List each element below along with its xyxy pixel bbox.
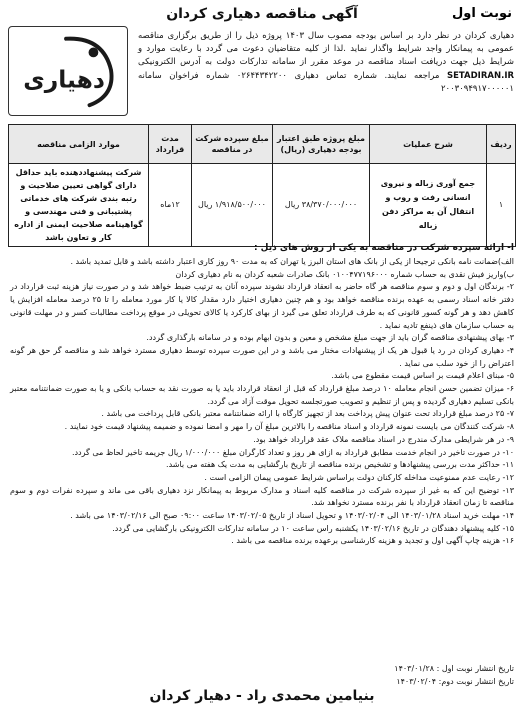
cell-ops: جمع آوری زباله و نیروی انسانی رفت و روب و انتقال آن به مراکز دفن زباله [370,164,487,247]
intro-text: دهیاری کردان در نظر دارد بر اساس بودجه مصوب سال ۱۴۰۳ پروژه ذیل را از طریق برگزاری مناقصه عمومی به پیمانکار واجد شرایط واگذار نماید .لذا از کلیه متقاضیان دعوت می گردد با رعایت موارد و شرایط ذیل جهت دریافت اسناد مناقصه در موعد مقرر از سامانه تدارکات دولت به آدرس الکترونیکی [138,31,514,68]
col-header-deposit: مبلغ سپرده شرکت در مناقصه [192,125,273,164]
notice-header [8,6,516,24]
intro-paragraph [138,30,514,96]
condition-item: ۱۵- کلیه پیشنهاد دهندگان در تاریخ ۱۴۰۳/۰۲/۱۶ یکشنبه راس ساعت ۱۰ در سامانه تدارکات الکترونیکی بارگشایی می گردد. [112,523,514,533]
condition-item: ۱۴- مهلت خرید اسناد ۱۴۰۳/۰۱/۲۸ الی ۱۴۰۳/۰۲/۰۴ و تحویل اسناد از تاریخ ۱۴۰۳/۰۲/۰۵ ساعت ۰۹:۰۰ صبح الی ۱۴۰۳/۰۲/۱۶ می باشد . [70,511,514,521]
condition-item: ۲- برندگان اول و دوم و سوم مناقصه هر گاه حاضر به انعقاد قرارداد نشوند سپرده آنان به ترتیب ضبط خواهد شد و در صورت نیاز هزینه ثبت قرارداد در دفتر خانه اسناد رسمی به عهده برنده مناقصه خواهد بود و هم چنین دهیاری اختیار دارد مقدار کالا یا کار مورد معامله را تا ۲۵ درصد معامله افزایش یا کاهش دهد و هر گونه کسور قانونی که به طرف قرارداد تعلق می گیرد از بهای کارکرد یا کالای تحویلی در موقع پرداخت مطالبات کسر و در مهلت قانونی به حساب سازمان های ذینفع تادیه نماید . [10,282,514,330]
condition-item: ۹- در هر شرایطی مدارک مندرج در اسناد مناقصه ملاک عقد قرارداد خواهد بود. [253,434,514,444]
condition-item: ۵- مبنای اعلام قیمت بر اساس قیمت مقطوع می باشد. [331,371,514,381]
second-publication-date: تاریخ انتشار نوبت دوم: ۱۴۰۳/۰۲/۰۴ [396,677,514,686]
publication-dates [394,662,514,688]
condition-item: ۷- ۲۵ درصد مبلغ قرارداد تحت عنوان پیش پرداخت بعد از تجهیز کارگاه با ارائه ضمانتنامه معتبر بانکی قابل پرداخت می باشد . [101,409,514,419]
signature: بنیامین محمدی راد - دهیار کردان [149,688,375,704]
cell-requirements: شرکت پیشنهاددهنده باید حداقل دارای گواهی تعیین صلاحیت و رتبه بندی شرکت های خدماتی پشتیبانی و فنی مهندسی و گواهینامه صلاحیت ایمنی از اداره کار و تعاون باشد [9,164,149,247]
cell-duration: ۱۲ماه [149,164,192,247]
condition-item: ۳- بهای پیشنهادی مناقصه گران باید از جهت مبلغ مشخص و معین و بدون ابهام بوده و در سامانه بارگذاری گردد. [146,333,514,343]
condition-item: ۱۶- هزینه چاپ آگهی اول و تجدید و هزینه کارشناسی برعهده برنده مناقصه می باشد . [231,536,514,546]
condition-item: ۶- میزان تضمین حسن انجام معامله ۱۰ درصد مبلغ قرارداد که قبل از انعقاد قرارداد باید یا به صورت نقد به حساب بانکی و یا به صورت ضمانتنامه معتبر بانکی تسلیم دهیاری گردیده و پس از تنظیم و تصویب صورتجلسه تحویل موقت آزاد می گردد. [10,384,514,406]
col-header-budget: مبلغ پروژه طبق اعتبار بودجه دهیاری (ریال) [273,125,370,164]
cell-deposit: ۱/۹۱۸/۵۰۰/۰۰۰ ریال [192,164,273,247]
dehyari-emblem-icon [9,27,127,115]
contact-and-call-number: شماره تماس دهیاری ۰۲۶۴۴۳۴۲۲۰۰ شماره فراخوان سامانه ۲۰۰۳۰۹۴۹۱۷۰۰۰۰۰۱ [138,70,514,94]
col-header-requirements: موارد الزامی مناقصه [9,125,149,164]
col-header-ops: شرح عملیات [370,125,487,164]
conditions-list [10,256,514,548]
col-header-duration: مدت قرارداد [149,125,192,164]
col-header-num: ردیف [487,125,516,164]
notice-round: نوبت اول [451,6,512,21]
notice-title: آگهی مناقصه دهیاری کردان [166,6,358,22]
cell-budget: ۳۸/۳۷۰/۰۰۰/۰۰۰ ریال [273,164,370,247]
condition-item: ۱۰- در صورت تاخیر در انجام خدمت مطابق قرارداد به ازای هر روز و تعداد کارگران مبلغ ۱/۰۰۰/۰۰۰ ریال جریمه تاخیر لحاظ می گردد. [71,447,514,457]
dehyari-logo [8,26,128,116]
condition-item: ۴- دهیاری کردان در رد یا قبول هر یک از پیشنهادات مختار می باشد و در این صورت سپرده توسط دهیاری مسترد خواهد شد و مناقصه گر حق هر گونه اعتراض را از خود سلب می نماید . [10,345,514,368]
condition-item: ۸- شرکت کنندگان می بایست نمونه قرارداد و اسناد مناقصه را بالاترین مبلغ آن را مهر و امضا نموده و ضمیمه پیشنهاد قیمت خود نمایند . [64,422,514,432]
table-row [9,164,516,247]
conditions-title: ا- ارائه سپرده شرکت در مناقصه به یکی از روش های ذیل : [253,243,514,253]
condition-item: ۱۱- حداکثر مدت بررسی پیشنهادها و تشخیص برنده مناقصه از تاریخ بارگشایی به مدت یک هفته می باشد. [166,460,514,470]
first-publication-date: تاریخ انتشار نوبت اول : ۱۴۰۳/۰۱/۲۸ [394,664,514,673]
setad-site-link[interactable]: SETADIRAN.IR [446,70,515,81]
condition-item: ب)واریز فیش نقدی به حساب شماره ۰۱۰۰۴۷۷۱۹۶۰۰۰ بانک صادرات شعبه کردان به نام دهیاری کردان [175,269,514,279]
logo-text: دهیاری [23,65,105,94]
intro-text-end: مراجعه نمایند. [384,70,440,81]
cell-num: ۱ [487,164,516,247]
table-header-row [9,125,516,164]
condition-item: ۱۲- رعایت عدم ممنوعیت مداخله کارکنان دولت براساس شرایط عمومی پیمان الزامی است . [204,472,514,482]
condition-item: ۱۳- توضیح این که به غیر از سپرده شرکت در مناقصه کلیه اسناد و مدارک مربوط به پیمانکار نزد دهیاری باقی می ماند و سپرده نفرات دوم و سوم مناقصه تا زمان انعقاد قرارداد با نفر برنده مسترد نخواهد شد. [10,485,514,508]
tender-table [8,124,516,247]
condition-item: الف)ضمانت نامه بانکی ترجیحا از یکی از بانک های استان البرز یا تهران که به مدت ۹۰ روز کاری اعتبار داشته باشد و قابل تمدید باشد . [70,257,514,266]
